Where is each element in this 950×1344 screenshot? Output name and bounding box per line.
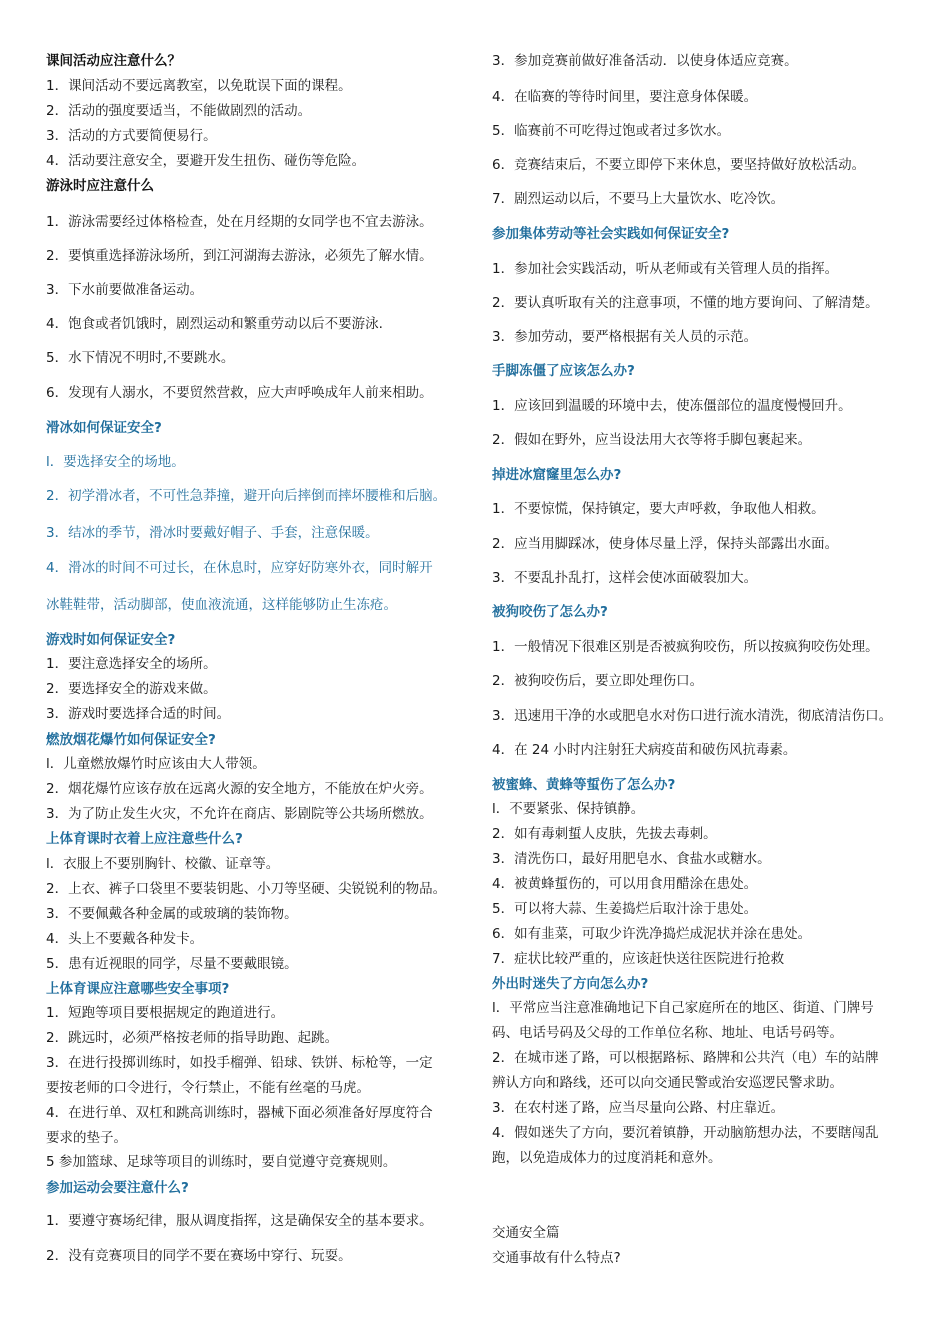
list-item: l．衣服上不要别胸针、校徽、证章等。 (46, 856, 280, 872)
list-item: 2．要认真听取有关的注意事项，不懂的地方要询问、了解清楚。 (492, 295, 879, 311)
list-item: 7．症状比较严重的，应该赶快送往医院进行抢救 (492, 951, 785, 967)
section-heading: 滑冰如何保证安全? (46, 420, 162, 436)
list-item: 3．结冰的季节，滑冰时要戴好帽子、手套，注意保暖。 (46, 525, 379, 541)
list-item: 4．被黄蜂蜇伤的，可以用食用醋涂在患处。 (492, 876, 758, 892)
list-item: 3．在农村迷了路，应当尽量向公路、村庄靠近。 (492, 1100, 785, 1116)
section-heading: 游泳时应注意什么 (46, 178, 154, 194)
list-item: 跑，以免造成体力的过度消耗和意外。 (492, 1150, 722, 1166)
list-item: 1．要遵守赛场纪律，服从调度指挥，这是确保安全的基本要求。 (46, 1213, 433, 1229)
section-heading: 手脚冻僵了应该怎么办? (492, 363, 635, 379)
list-item: 5．患有近视眼的同学，尽量不要戴眼镜。 (46, 956, 298, 972)
list-item: 5．水下情况不明时,不要跳水。 (46, 350, 235, 366)
list-item: 2．假如在野外，应当设法用大衣等将手脚包裹起来。 (492, 432, 812, 448)
list-item: 2．要选择安全的游戏来做。 (46, 681, 217, 697)
list-item: 4．滑冰的时间不可过长，在休息时，应穿好防寒外衣，同时解开 (46, 560, 433, 576)
list-item: 1．游泳需要经过体格检查，处在月经期的女同学也不宜去游泳。 (46, 214, 433, 230)
list-item: 2．烟花爆竹应该存放在远离火源的安全地方，不能放在炉火旁。 (46, 781, 433, 797)
list-item: 1．不要惊慌，保持镇定，要大声呼救，争取他人相救。 (492, 501, 825, 517)
list-item: 2．应当用脚踩冰，使身体尽量上浮，保持头部露出水面。 (492, 536, 839, 552)
section-heading: 上体育课时衣着上应注意些什么? (46, 831, 243, 847)
list-item: 1．短跑等项目要根据规定的跑道进行。 (46, 1005, 285, 1021)
list-item: 辨认方向和路线，还可以向交通民警或治安巡逻民警求助。 (492, 1075, 843, 1091)
list-item: 2．初学滑冰者，不可性急莽撞，避开向后摔倒而摔坏腰椎和后脑。 (46, 488, 447, 504)
list-item: l．要选择安全的场地。 (46, 454, 185, 470)
list-item: 3．游戏时要选择合适的时间。 (46, 706, 231, 722)
list-item: 5．临赛前不可吃得过饱或者过多饮水。 (492, 123, 731, 139)
list-item: 3．活动的方式要简便易行。 (46, 128, 217, 144)
list-item: 3．参加竞赛前做好准备活动．以使身体适应竞赛。 (492, 53, 798, 69)
section-heading: 被狗咬伤了怎么办? (492, 604, 608, 620)
list-item: 3．为了防止发生火灾，不允许在商店、影剧院等公共场所燃放。 (46, 806, 433, 822)
list-item: 2．上衣、裤子口袋里不要装钥匙、小刀等坚硬、尖锐锐利的物品。 (46, 881, 447, 897)
list-item: 码、电话号码及父母的工作单位名称、地址、电话号码等。 (492, 1025, 843, 1041)
list-item: 2．跳远时，必须严格按老师的指导助跑、起跳。 (46, 1030, 339, 1046)
list-item: 3．参加劳动，要严格根据有关人员的示范。 (492, 329, 758, 345)
list-item: 5．可以将大蒜、生姜捣烂后取汁涂于患处。 (492, 901, 758, 917)
list-item: 交通安全篇 (492, 1225, 560, 1241)
list-item: 6．如有韭菜，可取少许洗净捣烂成泥状并涂在患处。 (492, 926, 812, 942)
list-item: 3．不要佩戴各种金属的或玻璃的装饰物。 (46, 906, 298, 922)
list-item: l．不要紧张、保持镇静。 (492, 801, 645, 817)
list-item: 2．如有毒刺蜇人皮肤，先拔去毒刺。 (492, 826, 717, 842)
list-item: l．平常应当注意准确地记下自己家庭所在的地区、街道、门牌号 (492, 1000, 874, 1016)
section-heading: 课间活动应注意什么？ (46, 53, 181, 69)
list-item: 1．应该回到温暖的环境中去，使冻僵部位的温度慢慢回升。 (492, 398, 852, 414)
list-item: 1．参加社会实践活动，听从老师或有关管理人员的指挥。 (492, 261, 839, 277)
list-item: 4．假如迷失了方向，要沉着镇静，开动脑筋想办法，不要瞎闯乱 (492, 1125, 879, 1141)
list-item: 4．在临赛的等待时间里，要注意身体保暖。 (492, 89, 758, 105)
section-heading: 掉进冰窟窿里怎么办? (492, 467, 622, 483)
section-heading: 被蜜蜂、黄蜂等蜇伤了怎么办? (492, 777, 676, 793)
section-heading: 燃放烟花爆竹如何保证安全? (46, 732, 216, 748)
list-item: 4．头上不要戴各种发卡。 (46, 931, 204, 947)
list-item: 1．一般情况下很难区别是否被疯狗咬伤，所以按疯狗咬伤处理。 (492, 639, 879, 655)
section-heading: 游戏时如何保证安全? (46, 632, 176, 648)
section-heading: 参加运动会要注意什么? (46, 1180, 189, 1196)
list-item: 2．被狗咬伤后，要立即处理伤口。 (492, 673, 704, 689)
list-item: 2．在城市迷了路，可以根据路标、路牌和公共汽（电）车的站牌 (492, 1050, 879, 1066)
list-item: 1．课间活动不要远离教室，以免耽误下面的课程。 (46, 78, 352, 94)
list-item: l．儿童燃放爆竹时应该由大人带领。 (46, 756, 266, 772)
list-item: 3．清洗伤口，最好用肥皂水、食盐水或糖水。 (492, 851, 771, 867)
list-item: 7．剧烈运动以后，不要马上大量饮水、吃冷饮。 (492, 191, 785, 207)
list-item: 4．活动要注意安全，要避开发生扭伤、碰伤等危险。 (46, 153, 366, 169)
section-heading: 上体育课应注意哪些安全事项? (46, 981, 230, 997)
list-item: 交通事故有什么特点? (492, 1250, 621, 1266)
list-item: 6．发现有人溺水，不要贸然营救，应大声呼唤成年人前来相助。 (46, 385, 433, 401)
list-item: 4．在 24 小时内注射狂犬病疫苗和破伤风抗毒素。 (492, 742, 797, 758)
list-item: 1．要注意选择安全的场所。 (46, 656, 217, 672)
list-item: 3．在进行投掷训练时，如投手榴弹、铅球、铁饼、标枪等，一定 (46, 1055, 433, 1071)
list-item: 冰鞋鞋带，活动脚部，使血液流通，这样能够防止生冻疮。 (46, 597, 397, 613)
list-item: 4．在进行单、双杠和跳高训练时，器械下面必须准备好厚度符合 (46, 1105, 433, 1121)
list-item: 3．迅速用干净的水或肥皂水对伤口进行流水清洗，彻底清洁伤口。 (492, 708, 893, 724)
list-item: 3．下水前要做准备运动。 (46, 282, 204, 298)
list-item: 2．活动的强度要适当，不能做剧烈的活动。 (46, 103, 312, 119)
section-heading: 外出时迷失了方向怎么办? (492, 976, 649, 992)
list-item: 5 参加篮球、足球等项目的训练时，要自觉遵守竞赛规则。 (46, 1154, 397, 1170)
list-item: 要按老师的口令进行，令行禁止，不能有丝毫的马虎。 (46, 1080, 370, 1096)
list-item: 2．没有竞赛项目的同学不要在赛场中穿行、玩耍。 (46, 1248, 352, 1264)
section-heading: 参加集体劳动等社会实践如何保证安全? (492, 226, 730, 242)
list-item: 要求的垫子。 (46, 1130, 127, 1146)
list-item: 4．饱食或者饥饿时，剧烈运动和繁重劳动以后不要游泳. (46, 316, 383, 332)
list-item: 2．要慎重选择游泳场所，到江河湖海去游泳，必须先了解水情。 (46, 248, 433, 264)
list-item: 3．不要乱扑乱打，这样会使冰面破裂加大。 (492, 570, 758, 586)
list-item: 6．竞赛结束后，不要立即停下来休息，要坚持做好放松活动。 (492, 157, 866, 173)
